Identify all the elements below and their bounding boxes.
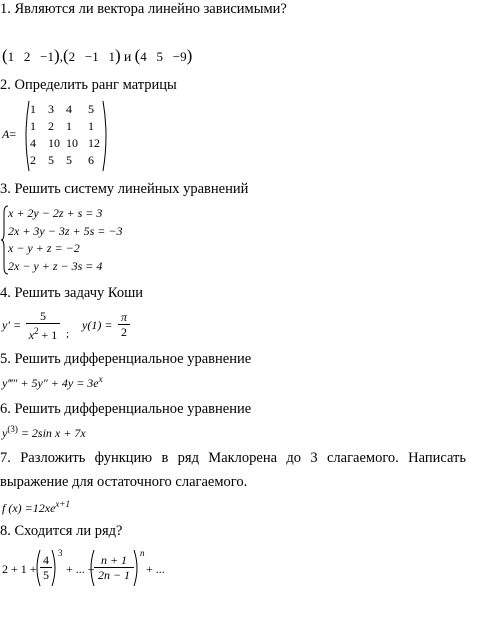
cauchy-condition: y(1) = bbox=[82, 318, 113, 332]
question-1 bbox=[0, 0, 287, 18]
question-7-cont: выражение для остаточного слагаемого. bbox=[0, 474, 248, 490]
question-7: 7. Разложить функцию в ряд Маклорена до 3 слагаемого. Написать bbox=[0, 450, 466, 466]
cauchy-fraction: 5 $x^2 + 1$ bbox=[26, 310, 60, 342]
equation-6: $y^{(3)} = 2\sin$ x + 7x bbox=[2, 424, 86, 440]
cauchy-condition-fraction: π 2 bbox=[118, 311, 130, 339]
question-6: 6. Решить дифференциальное уравнение bbox=[0, 401, 252, 417]
equation-5: y‴″ + $5y'' + 4y = 3e^x$ bbox=[2, 374, 103, 390]
question-2: 2. Определить ранг матрицы bbox=[0, 77, 177, 93]
question-3: 3. Решить систему линейных уравнений bbox=[0, 181, 249, 197]
question-number: 1. bbox=[0, 1, 11, 17]
question-text: Являются ли вектора линейно зависимыми? bbox=[14, 1, 287, 17]
matrix-name: A= bbox=[2, 127, 17, 141]
question-8: 8. Сходится ли ряд? bbox=[0, 523, 123, 539]
cauchy-lhs: y′ = bbox=[2, 318, 22, 332]
equation-7: f $(x) =12xe^{x+1}$ bbox=[2, 499, 70, 515]
system-equations: x + 2y − 2z + s = 3 2x + 3y − 3z + 5s = −3 x − y + z = −2 2x − y + z − 3s = 4 bbox=[8, 206, 123, 273]
cauchy-separator: ; bbox=[66, 328, 70, 340]
question-5: 5. Решить дифференциальное уравнение bbox=[0, 351, 252, 367]
question-4: 4. Решить задачу Коши bbox=[0, 285, 143, 301]
vectors-formula: (1 2 −1),(2 −1 1) и (4 5 −9) bbox=[2, 46, 193, 65]
